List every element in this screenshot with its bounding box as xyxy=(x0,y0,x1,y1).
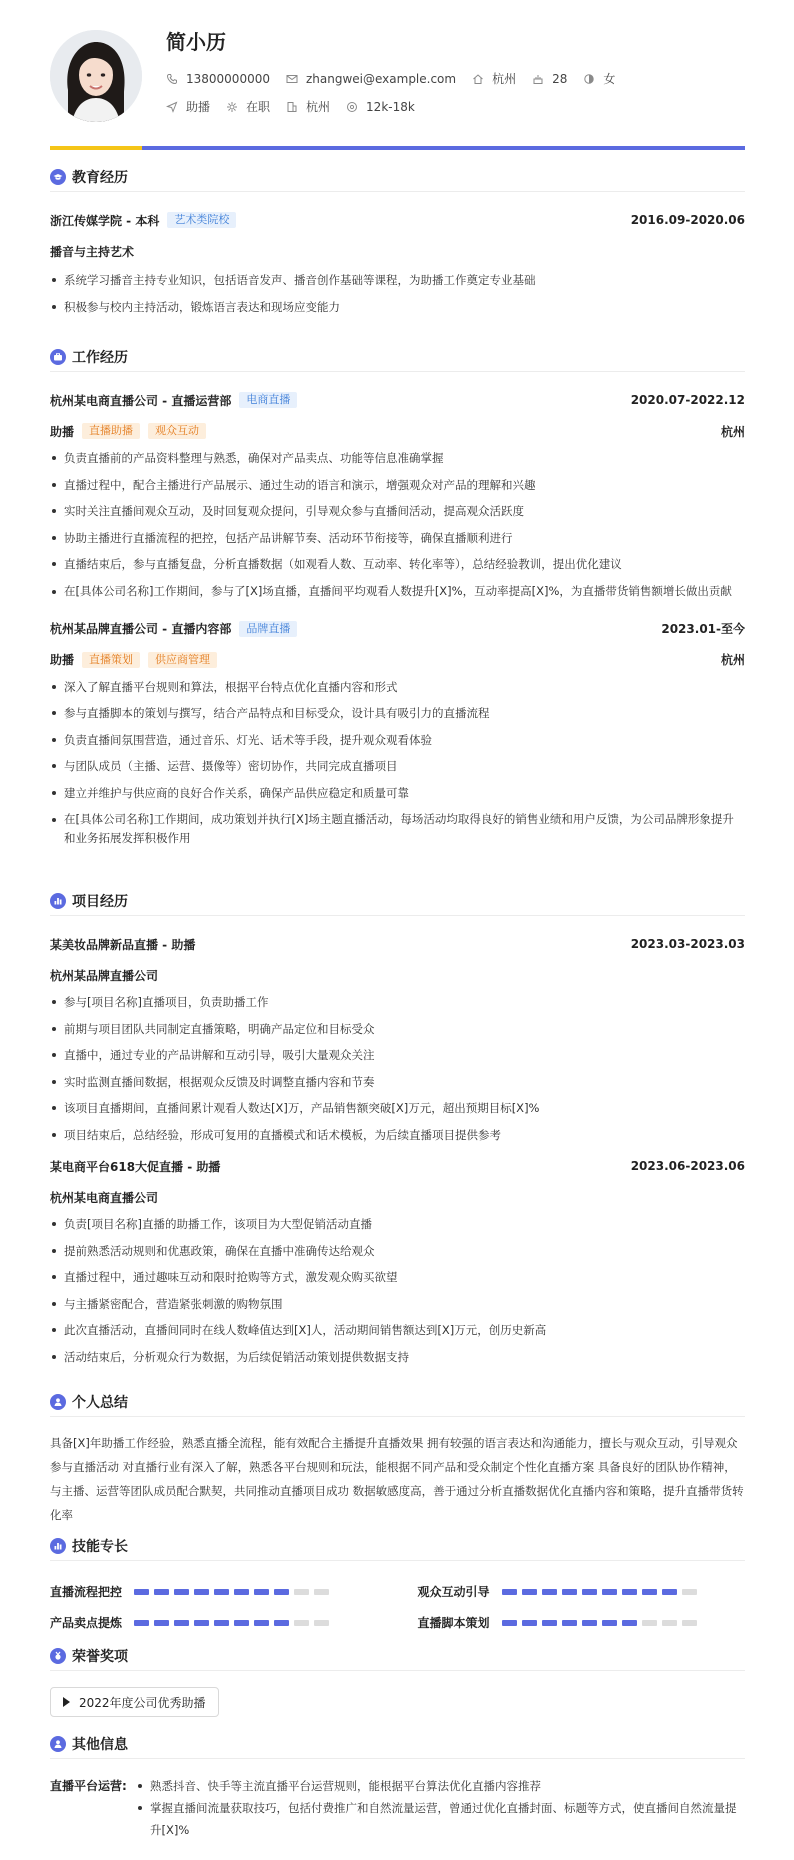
school-name: 浙江传媒学院 - 本科 xyxy=(50,213,160,228)
target-city-text: 杭州 xyxy=(306,100,331,114)
company-name: 杭州某品牌直播公司 - 直播内容部 xyxy=(50,622,232,636)
gender-icon xyxy=(583,73,595,85)
school-tag: 艺术类院校 xyxy=(167,212,236,228)
skill-segment-filled xyxy=(214,1620,229,1626)
gender-info xyxy=(583,70,615,87)
role-name: 助播 xyxy=(50,653,75,667)
list-item: 参与[项目名称]直播项目，负责助播工作 xyxy=(50,989,745,1016)
skill-segment-filled xyxy=(542,1620,557,1626)
projects-title: 项目经历 xyxy=(72,893,128,910)
other-header xyxy=(50,1735,745,1759)
awards-title: 荣誉奖项 xyxy=(72,1648,128,1665)
candidate-name: 简小历 xyxy=(166,30,226,54)
age-info xyxy=(532,72,567,86)
skill-level-bar xyxy=(134,1589,329,1595)
education-row xyxy=(50,210,745,230)
project-company-row xyxy=(50,965,745,985)
list-item: 实时监测直播间数据，根据观众反馈及时调整直播内容和节奏 xyxy=(50,1069,745,1096)
job-row xyxy=(50,390,745,410)
list-item: 掌握直播间流量获取技巧，包括付费推广和自然流量运营，曾通过优化直播封面、标题等方式，使直播间自然流量提升[X]% xyxy=(136,1797,745,1841)
status-info xyxy=(226,98,270,115)
email-text: zhangwei@example.com xyxy=(305,71,457,86)
job-duty-list xyxy=(50,445,745,605)
medal-icon xyxy=(50,1648,66,1664)
skill-segment-filled xyxy=(602,1589,617,1595)
project-name: 某美妆品牌新品直播 - 助播 xyxy=(50,937,196,952)
education-header xyxy=(50,168,745,192)
skill-level-bar xyxy=(502,1620,697,1626)
skill-segment-filled xyxy=(642,1589,657,1595)
projects-header xyxy=(50,892,745,916)
header-divider xyxy=(50,146,745,150)
summary-section xyxy=(50,1393,745,1527)
skill-name: 观众互动引导 xyxy=(417,1585,490,1599)
bar-chart-icon xyxy=(50,893,66,909)
skill-segment-filled xyxy=(662,1589,677,1595)
job-date: 2023.01-至今 xyxy=(661,622,745,636)
skill-item xyxy=(418,1614,746,1631)
skill-segment-empty xyxy=(662,1620,677,1626)
skill-segment-filled xyxy=(602,1620,617,1626)
bar-chart-icon xyxy=(50,1538,66,1554)
skill-name: 产品卖点提炼 xyxy=(50,1616,123,1630)
company-name: 杭州某电商直播公司 - 直播运营部 xyxy=(50,393,232,408)
skill-level-bar xyxy=(502,1589,697,1595)
cake-icon xyxy=(532,73,544,85)
skill-segment-filled xyxy=(522,1620,537,1626)
skill-item xyxy=(50,1614,378,1631)
skill-segment-filled xyxy=(274,1589,289,1595)
contact-row xyxy=(166,70,631,87)
other-section xyxy=(50,1735,745,1841)
skill-level-bar xyxy=(134,1620,329,1626)
briefcase-icon xyxy=(50,349,66,365)
target-city-info xyxy=(286,98,330,115)
education-section xyxy=(50,168,745,320)
project-date: 2023.03-2023.03 xyxy=(630,937,745,951)
awards-section xyxy=(50,1647,745,1717)
list-item: 熟悉抖音、快手等主流直播平台运营规则，能根据平台算法优化直播内容推荐 xyxy=(136,1775,745,1797)
skill-segment-empty xyxy=(642,1620,657,1626)
project-company: 杭州某品牌直播公司 xyxy=(50,968,159,983)
salary-text: 12k-18k xyxy=(366,99,415,114)
project-row xyxy=(50,1156,745,1176)
list-item: 与主播紧密配合，营造紧张刺激的购物氛围 xyxy=(50,1291,745,1318)
job-location: 杭州 xyxy=(720,424,745,439)
skill-item xyxy=(50,1583,378,1600)
resume-header xyxy=(50,0,762,128)
position-info xyxy=(166,98,210,115)
skill-segment-filled xyxy=(214,1589,229,1595)
list-item: 项目结束后，总结经验，形成可复用的直播模式和话术模板，为后续直播项目提供参考 xyxy=(50,1122,745,1149)
skill-segment-filled xyxy=(154,1589,169,1595)
skill-segment-filled xyxy=(254,1620,269,1626)
work-header xyxy=(50,348,745,372)
list-item: 在[具体公司名称]工作期间，成功策划并执行[X]场主题直播活动，每场活动均取得良好的销售业绩和用户反馈，为公司品牌形象提升和业务拓展发挥积极作用 xyxy=(50,806,745,852)
skill-segment-empty xyxy=(294,1589,309,1595)
project-date: 2023.06-2023.06 xyxy=(630,1159,745,1173)
building-icon xyxy=(286,101,298,113)
skill-segment-filled xyxy=(502,1589,517,1595)
skill-segment-empty xyxy=(314,1620,329,1626)
skill-segment-filled xyxy=(174,1620,189,1626)
skills-grid xyxy=(50,1583,745,1631)
job-location: 杭州 xyxy=(720,653,745,667)
list-item: 直播过程中，配合主播进行产品展示、通过生动的语言和演示，增强观众对产品的理解和兴趣 xyxy=(50,472,745,499)
other-list xyxy=(136,1775,745,1841)
email-info xyxy=(286,72,456,86)
list-item: 活动结束后，分析观众行为数据，为后续促销活动策划提供数据支持 xyxy=(50,1344,745,1371)
skill-segment-filled xyxy=(234,1620,249,1626)
project-company: 杭州某电商直播公司 xyxy=(50,1190,159,1205)
company-tag: 品牌直播 xyxy=(239,621,297,637)
skills-header xyxy=(50,1537,745,1561)
phone-info xyxy=(166,72,270,86)
project-name: 某电商平台618大促直播 - 助播 xyxy=(50,1159,221,1174)
play-icon xyxy=(63,1697,70,1707)
job-intent-row xyxy=(166,98,431,115)
skill-segment-filled xyxy=(582,1620,597,1626)
skill-segment-empty xyxy=(294,1620,309,1626)
role-row xyxy=(50,650,745,670)
list-item: 参与直播脚本的策划与撰写，结合产品特点和目标受众，设计具有吸引力的直播流程 xyxy=(50,700,745,727)
skills-section xyxy=(50,1537,745,1631)
summary-header xyxy=(50,1393,745,1417)
role-tag: 直播助播 xyxy=(82,423,140,439)
city-info xyxy=(472,70,516,87)
projects-section xyxy=(50,892,745,1370)
skill-segment-filled xyxy=(134,1589,149,1595)
summary-text: 具备[X]年助播工作经验，熟悉直播全流程，能有效配合主播提升直播效果 拥有较强的语言表达和沟通能力，擅长与观众互动，引导观众参与直播活动 对直播行业有深入了解，熟悉各平台规则和玩法，能根据不同产品和受众制定个性化直播方案 具备良好的团队协作精神，与主播、运营等团队成员配合默契，共同推动直播项目成功 数据敏感度高，善于通过分析直播数据优化直播内容和策略，提升直播带货转化率 xyxy=(50,1436,744,1522)
work-section xyxy=(50,348,745,852)
info-icon xyxy=(50,1736,66,1752)
education-date: 2016.09-2020.06 xyxy=(630,213,745,227)
other-content xyxy=(50,1775,745,1841)
list-item: 建立并维护与供应商的良好合作关系，确保产品供应稳定和质量可靠 xyxy=(50,780,745,807)
list-item: 实时关注直播间观众互动，及时回复观众提问，引导观众参与直播间活动，提高观众活跃度 xyxy=(50,498,745,525)
user-icon xyxy=(50,1394,66,1410)
coin-icon xyxy=(346,101,358,113)
skill-segment-filled xyxy=(542,1589,557,1595)
awards-header xyxy=(50,1647,745,1671)
list-item: 系统学习播音主持专业知识，包括语音发声、播音创作基础等课程，为助播工作奠定专业基础 xyxy=(50,267,745,294)
list-item: 与团队成员（主播、运营、摄像等）密切协作，共同完成直播项目 xyxy=(50,753,745,780)
skill-segment-filled xyxy=(582,1589,597,1595)
skill-segment-filled xyxy=(274,1620,289,1626)
skill-segment-filled xyxy=(174,1589,189,1595)
list-item: 提前熟悉活动规则和优惠政策，确保在直播中准确传达给观众 xyxy=(50,1238,745,1265)
list-item: 负责[项目名称]直播的助播工作，该项目为大型促销活动直播 xyxy=(50,1211,745,1238)
skill-segment-filled xyxy=(622,1620,637,1626)
list-item: 在[具体公司名称]工作期间，参与了[X]场直播，直播间平均观看人数提升[X]%，互动率提高[X]%，为直播带货销售额增长做出贡献 xyxy=(50,578,745,605)
skill-segment-filled xyxy=(522,1589,537,1595)
skills-title: 技能专长 xyxy=(72,1538,128,1555)
salary-info xyxy=(346,100,415,114)
home-icon xyxy=(472,73,484,85)
skill-segment-filled xyxy=(254,1589,269,1595)
education-list xyxy=(50,267,745,320)
graduation-cap-icon xyxy=(50,169,66,185)
role-name: 助播 xyxy=(50,424,75,439)
project-company-row xyxy=(50,1187,745,1207)
skill-segment-filled xyxy=(134,1620,149,1626)
skill-segment-filled xyxy=(562,1589,577,1595)
avatar xyxy=(50,30,142,122)
project-list xyxy=(50,989,745,1148)
skill-segment-filled xyxy=(502,1620,517,1626)
settings-icon xyxy=(226,101,238,113)
other-label: 直播平台运营: xyxy=(50,1779,127,1793)
work-title: 工作经历 xyxy=(72,349,128,366)
skill-name: 直播流程把控 xyxy=(50,1585,123,1599)
job-duty-list xyxy=(50,674,745,853)
project-row xyxy=(50,934,745,954)
phone-icon xyxy=(166,73,178,85)
other-title: 其他信息 xyxy=(72,1736,128,1753)
position-text: 助播 xyxy=(186,100,211,114)
skill-segment-filled xyxy=(562,1620,577,1626)
list-item: 积极参与校内主持活动，锻炼语言表达和现场应变能力 xyxy=(50,294,745,321)
job-date: 2020.07-2022.12 xyxy=(630,393,745,407)
job-row xyxy=(50,619,745,639)
age-text: 28 xyxy=(552,71,568,86)
skill-segment-empty xyxy=(314,1589,329,1595)
list-item: 负责直播前的产品资料整理与熟悉，确保对产品卖点、功能等信息准确掌握 xyxy=(50,445,745,472)
list-item: 该项目直播期间，直播间累计观看人数达[X]万，产品销售额突破[X]万元，超出预期目标[X]% xyxy=(50,1095,745,1122)
skill-segment-filled xyxy=(194,1620,209,1626)
city-text: 杭州 xyxy=(492,72,517,86)
award-text: 2022年度公司优秀助播 xyxy=(79,1695,206,1710)
skill-segment-filled xyxy=(622,1589,637,1595)
major-name: 播音与主持艺术 xyxy=(50,244,135,259)
skill-segment-filled xyxy=(234,1589,249,1595)
list-item: 直播过程中，通过趣味互动和限时抢购等方式，激发观众购买欲望 xyxy=(50,1264,745,1291)
education-title: 教育经历 xyxy=(72,169,128,186)
status-text: 在职 xyxy=(246,100,271,114)
role-tag: 供应商管理 xyxy=(148,652,217,668)
list-item: 直播结束后，参与直播复盘，分析直播数据（如观看人数、互动率、转化率等），总结经验教训，提出优化建议 xyxy=(50,551,745,578)
send-icon xyxy=(166,101,178,113)
list-item: 协助主播进行直播流程的把控，包括产品讲解节奏、活动环节衔接等，确保直播顺利进行 xyxy=(50,525,745,552)
company-tag: 电商直播 xyxy=(239,392,297,408)
project-list xyxy=(50,1211,745,1370)
major-row xyxy=(50,241,745,261)
list-item: 此次直播活动，直播间同时在线人数峰值达到[X]人，活动期间销售额达到[X]万元，创历史新高 xyxy=(50,1317,745,1344)
phone-text: 13800000000 xyxy=(186,71,270,86)
award-item xyxy=(50,1687,219,1717)
role-tag: 直播策划 xyxy=(82,652,140,668)
role-row xyxy=(50,421,745,441)
gender-text: 女 xyxy=(603,72,616,86)
skill-segment-filled xyxy=(154,1620,169,1626)
list-item: 直播中，通过专业的产品讲解和互动引导，吸引大量观众关注 xyxy=(50,1042,745,1069)
list-item: 负责直播间氛围营造，通过音乐、灯光、话术等手段，提升观众观看体验 xyxy=(50,727,745,754)
skill-name: 直播脚本策划 xyxy=(417,1616,490,1630)
skill-item xyxy=(418,1583,746,1600)
role-tag: 观众互动 xyxy=(148,423,206,439)
skill-segment-empty xyxy=(682,1589,697,1595)
mail-icon xyxy=(286,73,298,85)
list-item: 前期与项目团队共同制定直播策略，明确产品定位和目标受众 xyxy=(50,1016,745,1043)
list-item: 深入了解直播平台规则和算法，根据平台特点优化直播内容和形式 xyxy=(50,674,745,701)
skill-segment-filled xyxy=(194,1589,209,1595)
summary-title: 个人总结 xyxy=(72,1394,128,1411)
skill-segment-empty xyxy=(682,1620,697,1626)
